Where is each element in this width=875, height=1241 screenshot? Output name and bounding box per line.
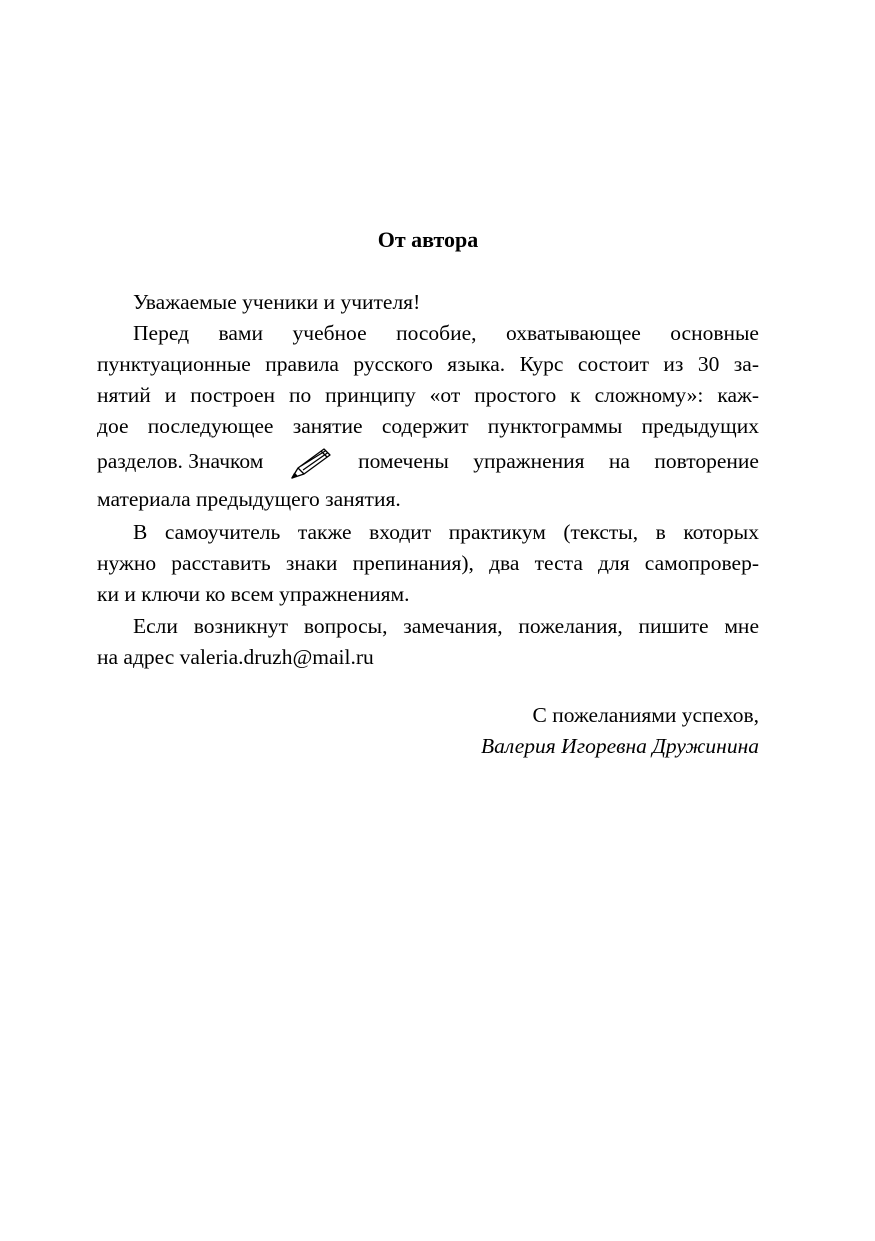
word: В [133, 520, 148, 544]
line5-lead: разделов. Значком [97, 449, 264, 473]
p1-line-5 [97, 446, 759, 483]
word: замечания, [403, 614, 503, 638]
word: охватывающее [506, 321, 641, 345]
p2-line-2: нужно расставить знаки препинания), два теста для самопровер- [97, 551, 759, 575]
word: самоучитель [164, 520, 281, 544]
word: пособие, [396, 321, 477, 345]
word: в [655, 520, 666, 544]
p2-line-1 [97, 517, 759, 548]
word: пожелания, [518, 614, 623, 638]
word: мне [724, 614, 759, 638]
word: помечены [358, 449, 449, 473]
word: на [608, 449, 630, 473]
p1-line-2: пунктуационные правила русского языка. Курс состоит из 30 за- [97, 352, 759, 376]
word: основные [670, 321, 759, 345]
pencil-icon-svg [288, 446, 334, 482]
p3-line-1 [97, 611, 759, 642]
word: упражнения [473, 449, 585, 473]
p1-line-3: нятий и построен по принципу «от простого к сложному»: каж- [97, 383, 759, 407]
word: вами [218, 321, 264, 345]
word: практикум [448, 520, 546, 544]
author-name: Валерия Игоревна Дружинина [480, 734, 759, 758]
word: Если [133, 614, 178, 638]
pencil-icon [288, 446, 334, 483]
word: повторение [654, 449, 759, 473]
word: учебное [292, 321, 367, 345]
word: вопросы, [303, 614, 388, 638]
word: (тексты, [563, 520, 639, 544]
p2-line-3: ки и ключи ко всем упражнениям. [97, 582, 410, 606]
greeting-line: Уважаемые ученики и учителя! [133, 290, 421, 314]
p1-line-6: материала предыдущего занятия. [97, 487, 401, 511]
closing-line: С пожеланиями успехов, [532, 703, 759, 727]
p1-line-1 [97, 318, 759, 349]
word: которых [683, 520, 759, 544]
word: Перед [133, 321, 190, 345]
page-title: От автора [377, 227, 479, 252]
word: также [297, 520, 352, 544]
word: возникнут [193, 614, 289, 638]
p3-line-2: на адрес valeria.druzh@mail.ru [97, 645, 374, 669]
word: пишите [638, 614, 709, 638]
p1-line-4: дое последующее занятие содержит пунктограммы предыдущих [97, 414, 759, 438]
word: входит [369, 520, 432, 544]
